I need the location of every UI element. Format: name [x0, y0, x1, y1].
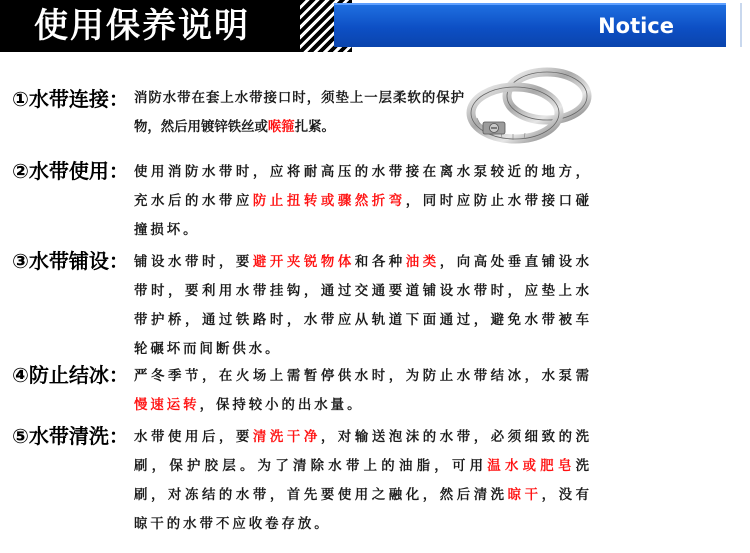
highlight-text: 晾干 [507, 488, 542, 503]
section-body [134, 248, 592, 364]
section-title: ③水带铺设： [12, 249, 129, 273]
highlight-text: 避开夹锐物体 [252, 255, 355, 270]
notice-label: Notice [598, 14, 674, 38]
body-text: ，对输送泡沫的水带，必须细致的洗刷，保护胶层。为了清除水带上的油脂，可用 [134, 430, 593, 474]
body-text: 使用消防水带时，应将耐高压的水带接在离水泵较近的地方，充水后的水带应 [134, 165, 592, 209]
body-text: ，同时应防止水带接口碰撞损坏。 [134, 194, 593, 238]
body-text: 和各种 [354, 255, 406, 270]
body-text: ，保持较小的出水量。 [199, 398, 364, 413]
header-edge-decoration [732, 3, 750, 47]
highlight-text: 油类 [405, 255, 440, 270]
highlight-text: 温水或肥皂 [487, 459, 576, 474]
highlight-text: 慢速运转 [134, 398, 200, 413]
body-text: 水带使用后，要 [134, 430, 253, 445]
hose-clamp-icon [455, 58, 605, 158]
body-text: 洗刷，对冻结的水带，首先要使用之融化，然后清洗 [134, 459, 593, 503]
section-body [134, 84, 464, 142]
page-title: 使用保养说明 [34, 6, 250, 46]
section-body [134, 362, 592, 420]
section-title: ④防止结冰： [12, 363, 129, 387]
section-body [134, 158, 592, 245]
section-title: ⑤水带清洗： [12, 424, 129, 448]
body-text: ，向高处垂直铺设水带时，要利用水带挂钩，通过交通要道铺设水带时，应垫上水带护桥，通过铁路时，水带应从轨道下面通过，避免水带被车轮碾坏而间断供水。 [134, 255, 593, 357]
header-banner [0, 0, 750, 52]
section-title: ①水带连接： [12, 87, 129, 111]
header-title-panel [0, 0, 304, 52]
body-text: 铺设水带时，要 [134, 255, 253, 270]
section-title: ②水带使用： [12, 159, 129, 183]
body-text: ，没有晾干的水带不应收卷存放。 [134, 488, 593, 532]
highlight-text: 喉箍 [267, 120, 295, 135]
section-body [134, 423, 592, 539]
body-text: 扎紧。 [294, 120, 335, 135]
header-notice-panel [334, 3, 726, 47]
body-text: 消防水带在套上水带接口时，须垫上一层柔软的保护物，然后用镀锌铁丝或 [134, 91, 464, 135]
body-text: 严冬季节，在火场上需暂停供水时，为防止水带结冰，水泵需 [134, 369, 592, 384]
highlight-text: 防止扭转或骤然折弯 [252, 194, 406, 209]
highlight-text: 清洗干净 [252, 430, 321, 445]
